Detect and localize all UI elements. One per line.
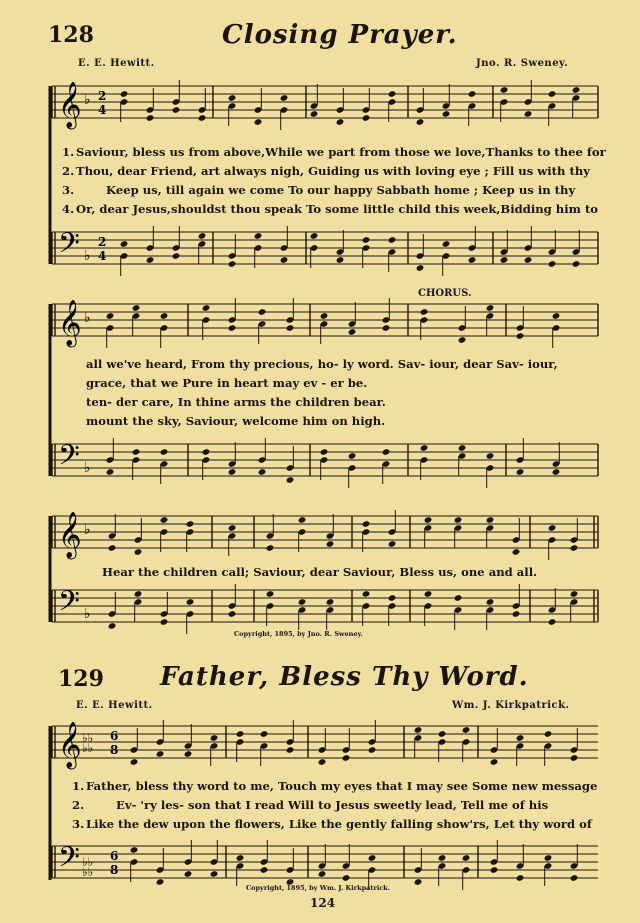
flat-icon: ♭♭ [82,731,94,745]
flat-icon: ♭ [84,92,91,108]
bass-clef-icon: 𝄢 [58,841,80,881]
flat-icon: ♭♭ [82,865,94,879]
svg-text:6: 6 [110,849,119,863]
hymn-author-129: E. E. Hewitt. [76,700,153,711]
page-number: 124 [310,896,336,910]
copyright-129: Copyright, 1895, by Wm. J. Kirkpatrick. [246,884,390,892]
system-bracket-3 [0,510,640,670]
verse-line-128-s2-3: ten- der care, In thine arms the children bear. [86,395,386,409]
hymn-title-129: Father, Bless Thy Word. [160,662,529,692]
hymn-number-128: 128 [48,22,94,48]
svg-text:4: 4 [98,249,107,263]
verse-line-128-3: 3. Keep us, till again we come To our happy Sabbath home ; Keep us in thy [62,183,576,197]
flat-icon: ♭♭ [82,855,94,869]
treble-clef-icon: 𝄞 [58,722,82,768]
svg-text:8: 8 [110,863,119,877]
verse-line-128-4: 4. Or, dear Jesus,shouldst thou speak To some little child this week,Bidding him to [62,202,599,216]
svg-text:2: 2 [98,89,107,103]
flat-icon: ♭ [84,522,91,538]
verse-line-129-1: 1. Father, bless thy word to me, Touch my eyes that I may see Some new message [72,779,598,793]
verse-line-128-2: 2. Thou, dear Friend, art always nigh, Guiding us with loving eye ; Fill us with thy [62,164,591,178]
bass-clef-icon: 𝄢 [58,585,80,625]
flat-icon: ♭ [84,248,91,264]
chorus-label: CHORUS. [418,288,472,299]
system-bracket-2 [0,298,640,518]
bass-clef-icon: 𝄢 [58,439,80,479]
flat-icon: ♭ [84,606,91,622]
hymn-number-129: 129 [58,666,104,692]
hymn-composer-129: Wm. J. Kirkpatrick. [452,700,570,711]
svg-text:8: 8 [110,743,119,757]
flat-icon: ♭♭ [82,741,94,755]
hymn-composer-128: Jno. R. Sweney. [476,58,569,69]
verse-line-128-s2-1: all we've heard, From thy precious, ho- ly word. Sav- iour, dear Sav- iour, [86,357,558,371]
verse-line-129-2: 2. Ev- 'ry les- son that I read Will to Jesus sweetly lead, Tell me of his [72,798,549,812]
verse-line-128-s3: Hear the children call; Saviour, dear Saviour, Bless us, one and all. [102,565,538,579]
hymn-author-128: E. E. Hewitt. [78,58,155,69]
system-bracket-1 [0,80,640,300]
svg-text:4: 4 [98,103,107,117]
flat-icon: ♭ [84,460,91,476]
copyright-128: Copyright, 1895, by Jno. R. Sweney. [234,630,363,638]
treble-clef-icon: 𝄞 [58,82,82,128]
treble-clef-icon: 𝄞 [58,300,82,346]
hymn-title-128: Closing Prayer. [222,20,458,50]
verse-line-128-s2-2: grace, that we Pure in heart may ev - er be. [86,376,368,390]
treble-clef-icon: 𝄞 [58,512,82,558]
bass-clef-icon: 𝄢 [58,227,80,267]
verse-line-129-3: 3. Like the dew upon the flowers, Like the gently falling show'rs, Let thy word of [72,817,592,831]
verse-line-128-s2-4: mount the sky, Saviour, welcome him on high. [86,414,386,428]
verse-line-128-1: 1. Saviour, bless us from above,While we part from those we love,Thanks to thee for [62,145,606,159]
svg-text:2: 2 [98,235,107,249]
svg-text:6: 6 [110,729,119,743]
flat-icon: ♭ [84,310,91,326]
